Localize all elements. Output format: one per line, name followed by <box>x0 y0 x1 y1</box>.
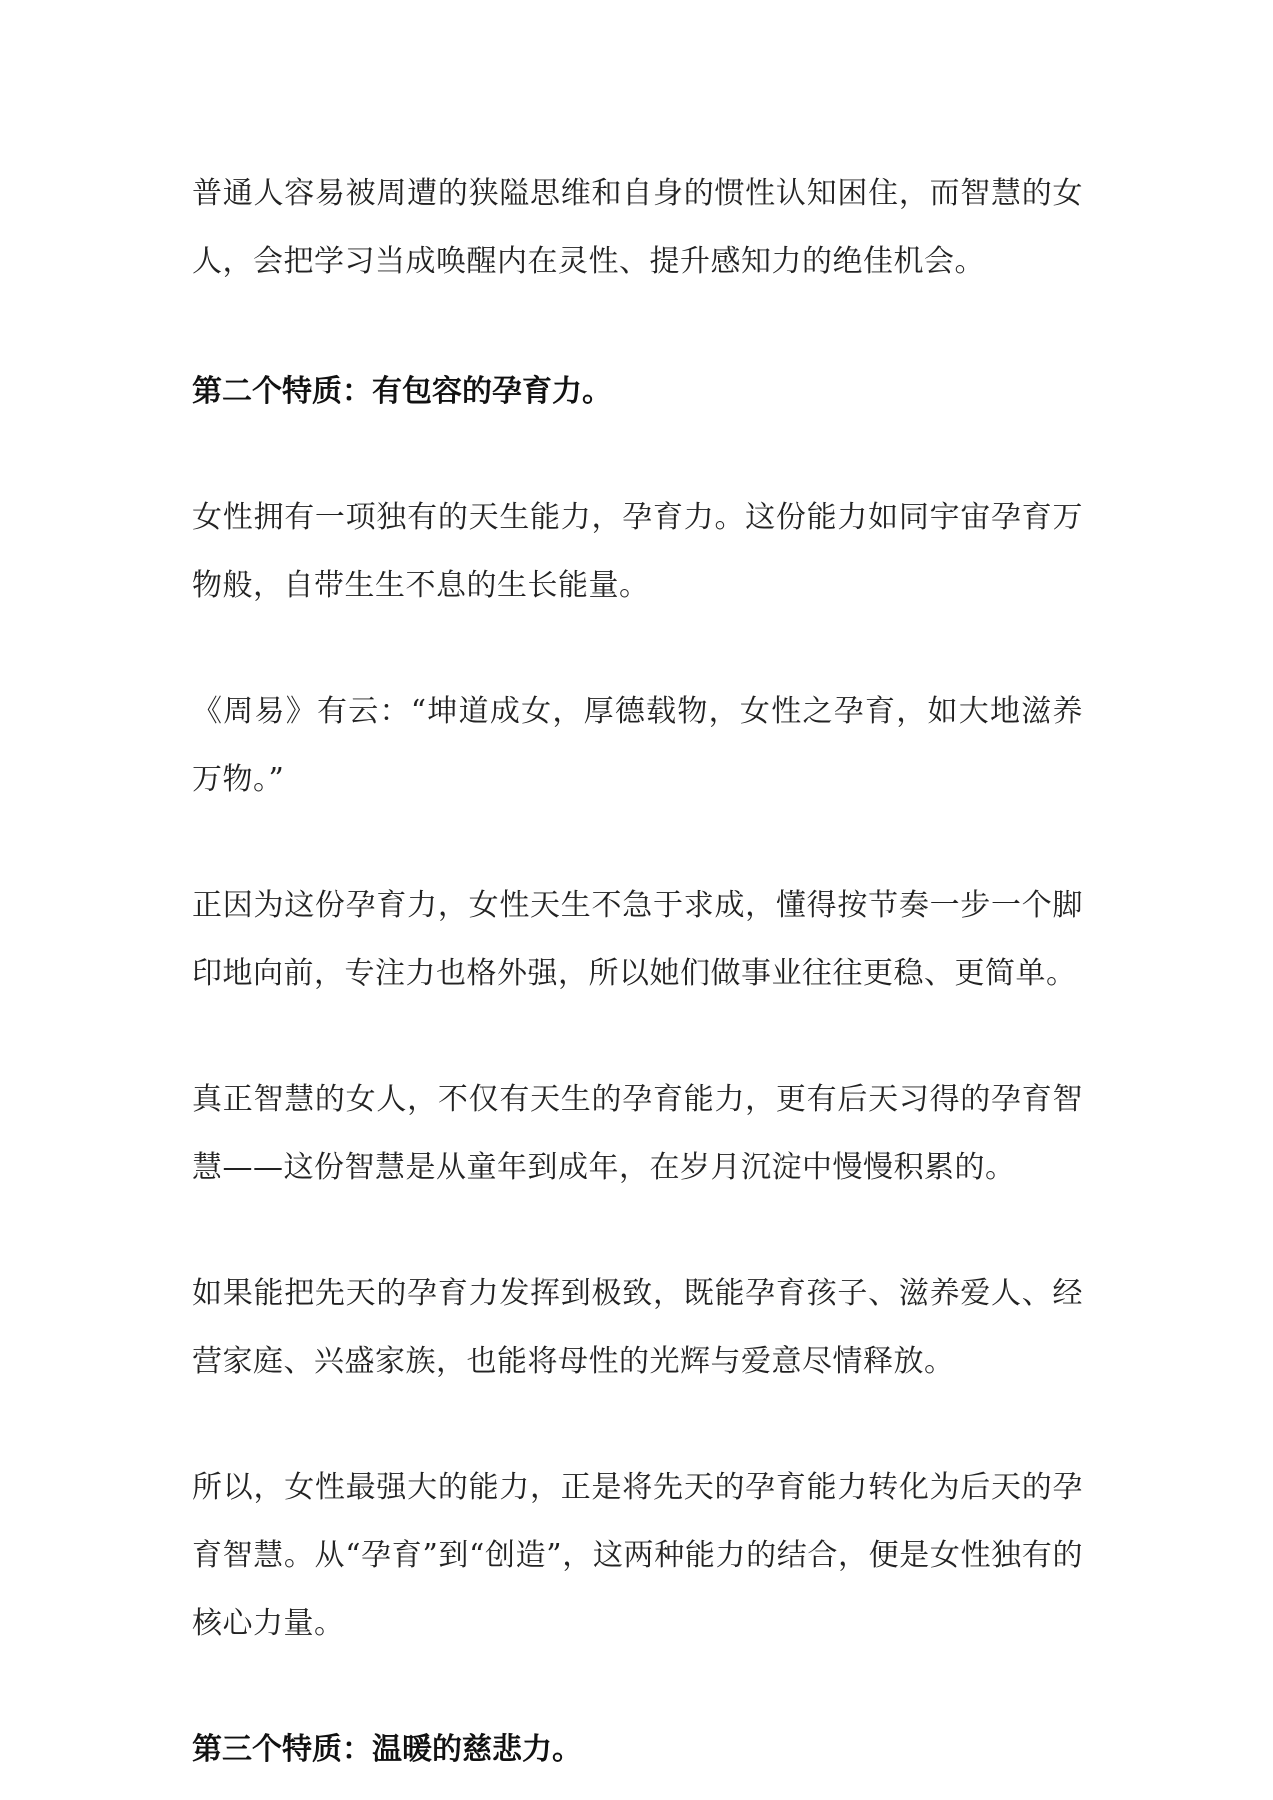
paragraph-learning: 普通人容易被周遭的狭隘思维和自身的惯性认知困住，而智慧的女人，会把学习当成唤醒内在灵性、提升感知力的绝佳机会。 <box>192 176 1083 279</box>
paragraph-maternal-light: 如果能把先天的孕育力发挥到极致，既能孕育孩子、滋养爱人、经营家庭、兴盛家族，也能将母性的光辉与爱意尽情释放。 <box>192 1276 1083 1379</box>
paragraph-steady-pace: 正因为这份孕育力，女性天生不急于求成，懂得按节奏一步一个脚印地向前，专注力也格外强，所以她们做事业往往更稳、更简单。 <box>192 888 1083 991</box>
heading-second-trait: 第二个特质：有包容的孕育力。 <box>192 374 612 409</box>
heading-third-trait: 第三个特质：温暖的慈悲力。 <box>192 1732 582 1767</box>
paragraph-nurturing-ability: 女性拥有一项独有的天生能力，孕育力。这份能力如同宇宙孕育万物般，自带生生不息的生长能量。 <box>192 500 1083 603</box>
paragraph-zhouyi-quote: 《周易》有云：“坤道成女，厚德载物，女性之孕育，如大地滋养万物。” <box>192 694 1083 797</box>
paragraph-acquired-wisdom: 真正智慧的女人，不仅有天生的孕育能力，更有后天习得的孕育智慧——这份智慧是从童年到成年，在岁月沉淀中慢慢积累的。 <box>192 1082 1083 1185</box>
paragraph-core-strength: 所以，女性最强大的能力，正是将先天的孕育能力转化为后天的孕育智慧。从“孕育”到“创造”，这两种能力的结合，便是女性独有的核心力量。 <box>192 1470 1083 1641</box>
